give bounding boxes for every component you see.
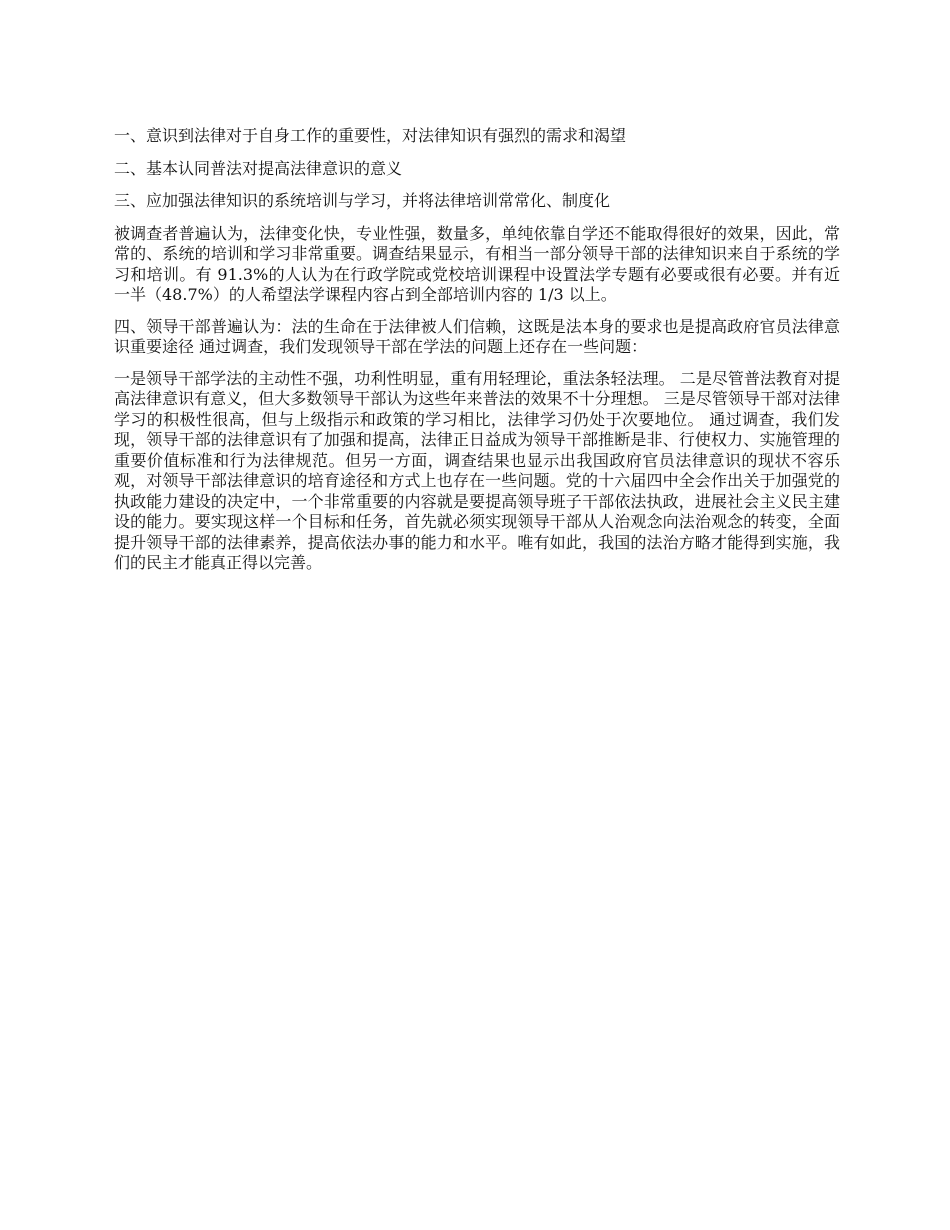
document-page xyxy=(114,126,840,585)
paragraph-four: 四、领导干部普遍认为：法的生命在于法律被人们信赖，这既是法本身的要求也是提高政府官员法律意识重要途径 通过调查，我们发现领导干部在学法的问题上还存在一些问题： xyxy=(114,316,840,356)
heading-two: 二、基本认同普法对提高法律意识的意义 xyxy=(114,158,403,178)
heading-three: 三、应加强法律知识的系统培训与学习，并将法律培训常常化、制度化 xyxy=(114,191,611,210)
heading-one: 一、意识到法律对于自身工作的重要性，对法律知识有强烈的需求和渴望 xyxy=(114,126,627,145)
paragraph-training: 被调查者普遍认为，法律变化快，专业性强，数量多，单纯依靠自学还不能取得很好的效果，因此，常常的、系统的培训和学习非常重要。调查结果显示，有相当一部分领导干部的法律知识来自于系统的学习和培训。有 91.3%的人认为在行政学院或党校培训课程中设置法学专题有必要或很有必要。并有近一半（48.7%）的人希望法学课程内容占到全部培训内容的 1/3 以上。 xyxy=(114,223,840,304)
paragraph-problems: 一是领导干部学法的主动性不强，功利性明显，重有用轻理论，重法条轻法理。 二是尽管普法教育对提高法律意识有意义，但大多数领导干部认为这些年来普法的效果不十分理想。 三是尽管领导干部对法律学习的积极性很高，但与上级指示和政策的学习相比，法律学习仍处于次要地位。 通过调查，我们发现，领导干部的法律意识有了加强和提高，法律正日益成为领导干部推断是非、行使权力、实施管理的重要价值标准和行为法律规范。但另一方面，调查结果也显示出我国政府官员法律意识的现状不容乐观，对领导干部法律意识的培育途径和方式上也存在一些问题。党的十六届四中全会作出关于加强党的执政能力建设的决定中，一个非常重要的内容就是要提高领导班子干部依法执政，进展社会主义民主建设的能力。要实现这样一个目标和任务，首先就必须实现领导干部从人治观念向法治观念的转变，全面提升领导干部的法律素养，提高依法办事的能力和水平。唯有如此，我国的法治方略才能得到实施，我们的民主才能真正得以完善。 xyxy=(114,368,840,572)
